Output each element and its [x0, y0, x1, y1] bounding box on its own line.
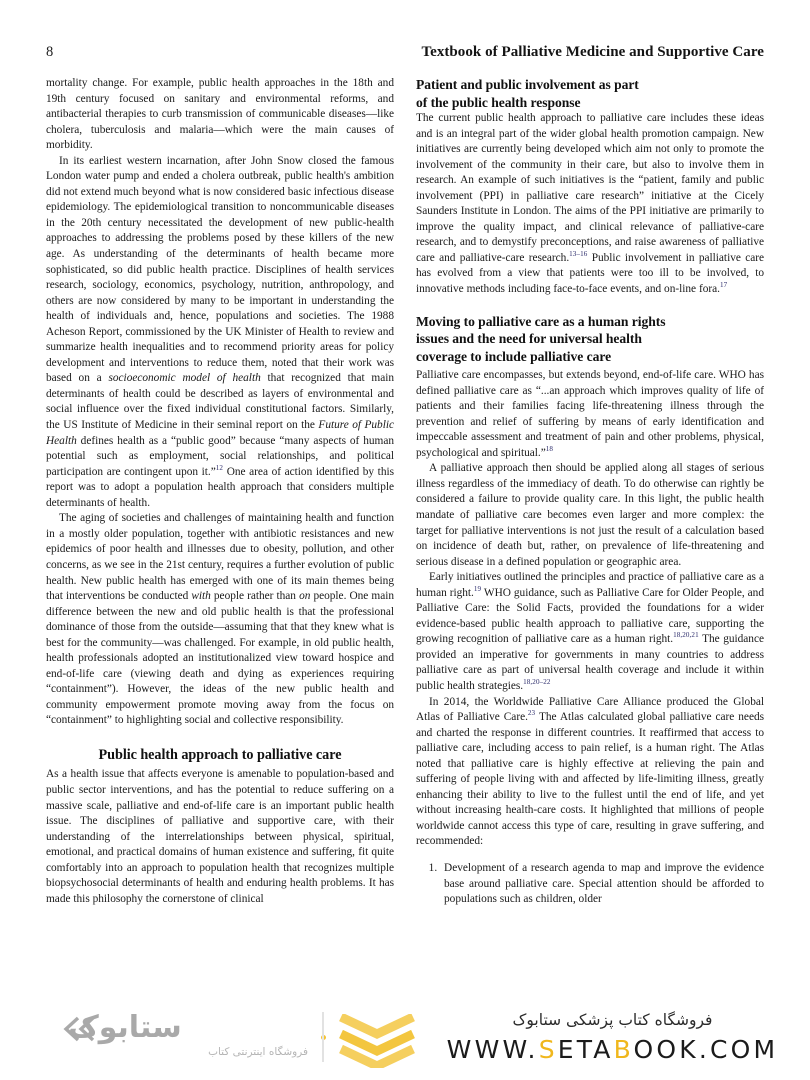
reference-marker: 18,20–22 — [523, 678, 551, 687]
logo-wordmark-text: ستابوک — [68, 1010, 182, 1045]
spacer — [416, 298, 764, 313]
reference-marker: 18 — [545, 445, 554, 454]
section-heading-ppi-line1: Patient and public involvement as part — [416, 77, 639, 92]
left-column — [46, 76, 394, 1001]
reference-marker: 19 — [473, 584, 482, 593]
paragraph-text: WHO guidance, such as Palliative Care for Older People, and Palliative Care: the Solid Facts, provided the foundations for a wider evidence-based public health approach to palliative care, supporting the growing recognition of palliative care as a human right. — [416, 586, 764, 646]
watermark-tagline: فروشگاه کتاب پزشکی ستابوک — [512, 1011, 713, 1029]
paragraph-text: One area of action identified by this report was to adopt a population health approach that considers multiple determinants of health. — [46, 465, 394, 509]
paragraph-text: defines health as a “public good” because “many aspects of human potential such as employment, social relationships, and political participation are contingent upon it.” — [46, 434, 394, 478]
paragraph — [46, 511, 394, 729]
italic-term: Future of Public Health — [46, 419, 394, 447]
italic-term: on — [299, 590, 311, 603]
list-item: 1. Development of a research agenda to map and improve the evidence base around palliative care. Special attention should be afforded to populations such as children, older — [440, 861, 764, 908]
paragraph-text: In its earliest western incarnation, after John Snow closed the famous London water pump and ended a cholera outbreak, public health's ambition did not extend much beyond what is now considered basic infectious disease epidemiology. The epidemiological transition to noncommunicable diseases in the 20th century necessitated the development of new public-health approaches to addressing the problems posed by these killers of the new age. As understanding of the determinants of health became more sophisticated, so did public health practice. Disciplines of health services research, sociology, economics, psychology, nutrition, anthropology, and others are now considered by many to be important in understanding the health of individuals and, hence, populations and societies. The 1988 Acheson Report, commissioned by the UK Minister of Health to review and summarize health inequalities and to recommend priority areas for policy development and interventions to reduce them, noted that their work was based on a — [46, 154, 394, 385]
section-heading-ppi-line2: of the public health response — [416, 94, 581, 110]
logo-wordmark — [68, 1010, 308, 1046]
paragraph — [416, 695, 764, 850]
reference-marker: 17 — [719, 281, 728, 290]
setabook-logo — [62, 1010, 382, 1072]
italic-term: with — [191, 590, 211, 603]
reference-marker: 13–16 — [569, 250, 588, 259]
paragraph-text: people rather than — [210, 590, 300, 603]
paragraph-text: people. One main difference between the new and old public health is that the professional dominance of those from the outside—assuming that that they knew what is best for the community—was challenged. For example, in old public health, health professionals adopted an institutionalized view toward hospice and end-of-life care (viewing death and dying as experiences requiring “containment”). However, the ideas of the new public health and community empowerment promote moving away from the focus on “containment” to highlighting social and collective responsibility. — [46, 590, 394, 727]
logo-subtitle: فروشگاه اینترنتی کتاب — [208, 1046, 308, 1058]
paragraph-text: The current public health approach to palliative care includes these ideas and is an integral part of the wider global health promotion campaign. New initiatives are currently being developed which aim not only to promote the involvement of the community in their care, but also to involve them in research. An example of such initiatives is the “patient, family and public involvement (PPI) in palliative care research” initiative at the Cicely Saunders Institute in London. The aims of the PPI initiative are primarily to improve the quality impact, and clinical relevance of palliative-care research, and to demystify preconceptions, and raise awareness of palliative care and palliative-care research. — [416, 112, 764, 264]
paragraph — [416, 570, 764, 694]
reference-marker: 23 — [527, 709, 536, 718]
paragraph-text: that recognized that main determinants of health could be described as layers of environmental and social influence over the fixed individual constitutional factors. Similarly, the US Institute of Medicine in their seminal report on the — [46, 372, 394, 432]
section-heading-public-health-approach: Public health approach to palliative care — [98, 746, 342, 763]
italic-term: socioeconomic model of health — [108, 372, 261, 385]
watermark-band — [0, 1001, 810, 1080]
url-letter-s: S — [538, 1035, 558, 1064]
paragraph — [416, 111, 764, 298]
book-title: Textbook of Palliative Medicine and Supportive Care — [421, 44, 764, 60]
watermark-url[interactable] — [440, 1035, 785, 1065]
section-heading-human-rights-line2: issues and the need for universal health — [416, 331, 642, 347]
reference-marker: 12 — [215, 463, 224, 472]
paragraph-text: Palliative care encompasses, but extends beyond, end-of-life care. WHO has defined palliative care as “...an approach which improves quality of life of patients and their families facing life-threatening illness through the prevention and relief of suffering by means of early identification and impeccable assessment and treatment of pain and other problems, physical, psychological and spiritual.” — [416, 369, 764, 459]
url-suffix: OOK.COM — [633, 1035, 779, 1064]
paragraph-text: The guidance provided an imperative for governments in many countries to address palliative care as part of universal health coverage and include it within public health strategies. — [416, 633, 764, 692]
paragraph: A palliative approach then should be applied along all stages of serious illness regardless of the immediacy of death. To do otherwise can rightly be considered a failure to provide quality care. In this light, the public health mandate of palliative care becomes even larger and more complex: the target for palliative interventions is not just the result of a calculation based on incidence of death but, rather, on prevalence of life-threatening and serious disease in a defined population or geographic area. — [416, 462, 764, 568]
paragraph-text: The Atlas calculated global palliative care needs and charted the response in different countries. It reaffirmed that access to palliative care, including access to pain relief, is a human right. The Atlas noted that palliative care is highly effective at relieving the pain and suffering of people living with and affected by life-limiting illness, greatly enhancing their ability to live to the fullest until the end of life, and yet without increasing health-care costs. It highlighted that millions of people worldwide cannot access this type of care, resulting in grave suffering, and recommended: — [416, 711, 764, 848]
paragraph — [46, 154, 394, 512]
url-letters-eta: ETA — [557, 1035, 614, 1064]
url-prefix: WWW. — [446, 1035, 539, 1064]
paragraph: mortality change. For example, public health approaches in the 18th and 19th century focused on sanitary and environmental reforms, and antibacterial therapies to curb transmission of communicable diseases—like cholera, tuberculosis and malaria—which were the main causes of morbidity. — [46, 77, 394, 152]
recommendations-list — [416, 861, 764, 908]
triple-chevron-down-icon — [338, 1014, 416, 1068]
spacer — [46, 729, 394, 747]
spacer — [416, 850, 764, 861]
page-number: 8 — [46, 44, 54, 60]
paragraph-text: The aging of societies and challenges of maintaining health and function in a mostly older population, together with antibiotic resistances and new epidemics of poor health and illnesses due to obesity, pollution, and other concerns, as we see in the 21st century, requires a further evolution of public health. New public health has emerged with one of its main themes being that interventions be conducted — [46, 512, 394, 603]
paragraph — [416, 368, 764, 461]
right-column — [416, 76, 764, 1001]
paragraph-text: In 2014, the Worldwide Palliative Care Alliance produced the Global Atlas of Palliative Care. — [416, 695, 764, 724]
paragraph: As a health issue that affects everyone is amenable to population-based and public sector interventions, and has the potential to reduce suffering on a massive scale, palliative and end-of-life care is an important public health issue. The disciplines of palliative and supportive care, with their understanding of the interrelationships between physical, spiritual, emotional, and practical domains of human existence and suffering, fit quite comfortably into an approach to population health that recognizes multiple biopsychosocial determinants of health and enduring health problems. It has made this philosophy the cornerstone of clinical — [46, 768, 394, 905]
body-columns — [46, 76, 764, 1001]
url-letter-b: B — [613, 1035, 634, 1064]
logo-divider — [322, 1012, 324, 1062]
running-head — [46, 44, 764, 66]
watermark-right — [440, 1008, 785, 1072]
section-heading-human-rights-line3: coverage to include palliative care — [416, 348, 612, 364]
reference-marker: 18,20,21 — [673, 631, 699, 640]
paragraph-text: Early initiatives outlined the principles and practice of palliative care as a human right. — [416, 571, 764, 599]
paragraph-text: Public involvement in palliative care has evolved from a view that patients were too ill to be involved, to innovative methods including face-to-face events, and on-line fora. — [416, 251, 764, 296]
section-heading-human-rights-line1: Moving to palliative care as a human rights — [416, 313, 666, 329]
